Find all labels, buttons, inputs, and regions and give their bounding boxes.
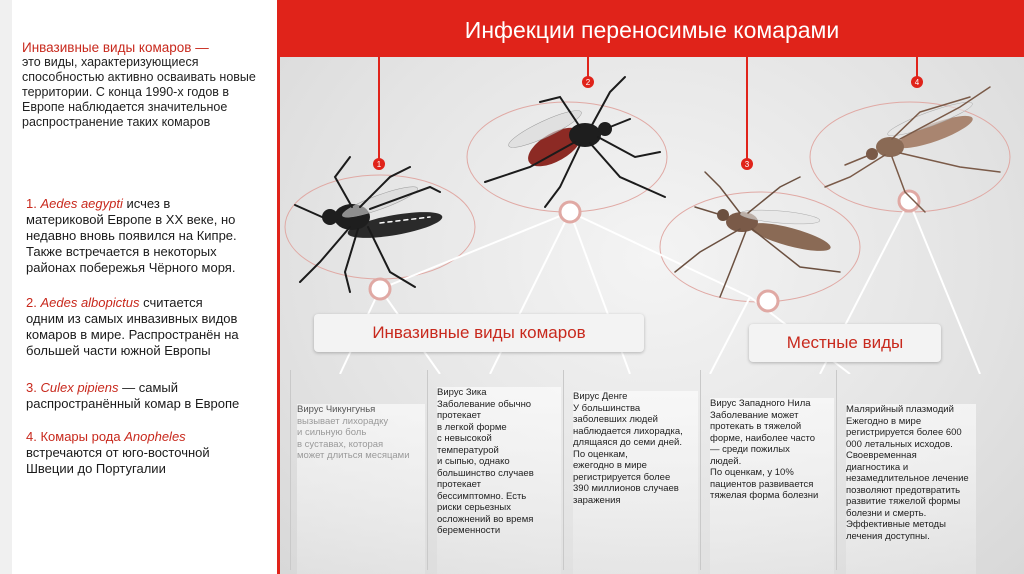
info-west-nile (710, 398, 834, 574)
info-line: наблюдается лихорадка, (573, 425, 683, 437)
species-name: Aedes albopictus (40, 295, 140, 310)
intro-line: распространение таких комаров (22, 115, 211, 129)
info-line: пациентов развивается (710, 478, 814, 490)
info-line: заражения (573, 494, 621, 506)
info-line: Своевременная (846, 450, 917, 461)
left-edge-bar (0, 0, 12, 574)
badge-3 (741, 158, 753, 170)
species-line: — самый (118, 380, 179, 395)
connector-nodes (370, 191, 919, 311)
species-line: исчез в (122, 196, 171, 211)
species-line: большей части южной Европы (26, 343, 211, 358)
species-line: распространённый комар в Европе (26, 396, 240, 411)
info-line: По оценкам, у 10% (710, 467, 794, 478)
species-3-text (26, 380, 272, 412)
info-line: в легкой форме (437, 421, 507, 433)
species-line: материковой Европе в XX веке, но (26, 212, 236, 227)
badge-4 (911, 76, 923, 88)
info-line: развитие тяжелой формы (846, 496, 961, 507)
info-line: Ежегодно в мире (846, 415, 922, 427)
info-line: Вирус Чикунгунья (297, 404, 376, 415)
info-line: Вирус Денге (573, 391, 628, 402)
species-line: считается (139, 295, 203, 310)
species-line: районах побережья Чёрного моря. (26, 260, 236, 275)
info-line: незамедлительное лечение (846, 473, 969, 484)
info-line: диагностика и (846, 461, 909, 473)
info-line: тяжелая форма болезни (710, 490, 819, 501)
info-line: людей. (710, 455, 742, 467)
mosquito-2-illustration (485, 77, 665, 207)
info-line: и сильную боль (297, 427, 367, 438)
info-line: вызывает лихорадку (297, 415, 389, 427)
info-line: Эффективные методы (846, 519, 946, 530)
intro-line: территории. С конца 1990-х годов в (22, 85, 230, 99)
badge-2 (582, 76, 594, 88)
invasive-species-label: Инвазивные виды комаров (314, 314, 644, 352)
info-line: форме, наиболее часто (710, 432, 816, 444)
species-2-text (26, 295, 272, 359)
info-line: Заболевание обычно (437, 398, 532, 410)
info-line: лечения доступны. (846, 530, 930, 542)
info-line: бессимптомно. Есть (437, 490, 527, 502)
species-number: 3. (26, 380, 37, 395)
badge-number: 2 (585, 78, 591, 87)
info-line: длящаяся до семи дней. (573, 437, 683, 448)
species-line: одним из самых инвазивных видов (26, 311, 238, 326)
info-line: беременности (437, 525, 501, 536)
info-line: заболевших людей (573, 414, 658, 425)
column-separator (563, 370, 564, 570)
species-number: 4. Комары рода (26, 429, 121, 444)
column-separator (700, 370, 701, 570)
info-line: риски серьезных (437, 502, 511, 513)
info-line: осложнений во время (437, 513, 534, 525)
info-line: 390 миллионов случаев (573, 483, 679, 494)
info-line: большинство случаев (437, 467, 534, 479)
info-line: Вирус Западного Нила (710, 398, 811, 409)
info-line: регистрируется более 600 (846, 427, 962, 438)
intro-title: Инвазивные виды комаров — (22, 40, 209, 55)
info-dengue (573, 391, 698, 574)
info-line: позволяют предотвратить (846, 484, 961, 496)
badge-number: 3 (744, 160, 750, 169)
species-4-text (26, 429, 272, 477)
column-separator (836, 370, 837, 570)
info-line: протекает (437, 410, 481, 421)
info-line: в суставах, которая (297, 438, 384, 450)
badge-number: 1 (376, 160, 382, 169)
species-name: Anopheles (124, 429, 186, 444)
info-line: протекает (437, 479, 481, 490)
info-line: У большинства (573, 402, 641, 414)
page-title: Инфекции переносимые комарами (464, 17, 840, 43)
species-number: 2. (26, 295, 37, 310)
species-line: недавно вновь появился на Кипре. (26, 228, 237, 243)
species-name: Aedes aegypti (40, 196, 123, 211)
info-line: может длиться месяцами (297, 450, 410, 461)
species-line: Швеции до Португалии (26, 461, 166, 476)
species-number: 1. (26, 196, 37, 211)
info-line: протекать в тяжелой (710, 421, 802, 432)
intro-line: это виды, характеризующиеся (22, 55, 199, 69)
info-line: 000 летальных исходов. (846, 438, 953, 450)
info-chikungunya (297, 404, 425, 574)
info-malaria (846, 404, 976, 574)
info-line: регистрируется более (573, 471, 671, 483)
info-line: Заболевание может (710, 409, 799, 421)
mosquito-3-illustration (675, 172, 840, 297)
column-separator (290, 370, 291, 570)
column-separator (427, 370, 428, 570)
info-line: — среди пожилых (710, 444, 790, 455)
info-line: и сыпью, однако (437, 456, 510, 467)
info-zika (437, 387, 561, 574)
species-line: комаров в мире. Распространён на (26, 327, 239, 342)
header-bar (280, 0, 1024, 57)
local-species-label: Местные виды (749, 324, 941, 362)
info-line: ежегодно в мире (573, 460, 647, 471)
info-line: болезни и смерть. (846, 507, 927, 519)
species-name: Culex pipiens (40, 380, 119, 395)
intro-line: способностью активно осваивать новые (22, 70, 256, 84)
species-line: Также встречается в некоторых (26, 244, 217, 259)
info-line: Вирус Зика (437, 387, 487, 398)
info-line: с невысокой (437, 433, 492, 444)
badge-1 (373, 158, 385, 170)
info-line: температурой (437, 444, 499, 456)
badge-number: 4 (914, 78, 920, 87)
info-line: Малярийный плазмодий (846, 404, 954, 415)
info-line: По оценкам, (573, 448, 628, 460)
species-1-text (26, 196, 272, 276)
species-line: встречаются от юго-восточной (26, 445, 210, 460)
intro-block (22, 40, 272, 130)
intro-line: Европе наблюдается значительное (22, 100, 228, 114)
